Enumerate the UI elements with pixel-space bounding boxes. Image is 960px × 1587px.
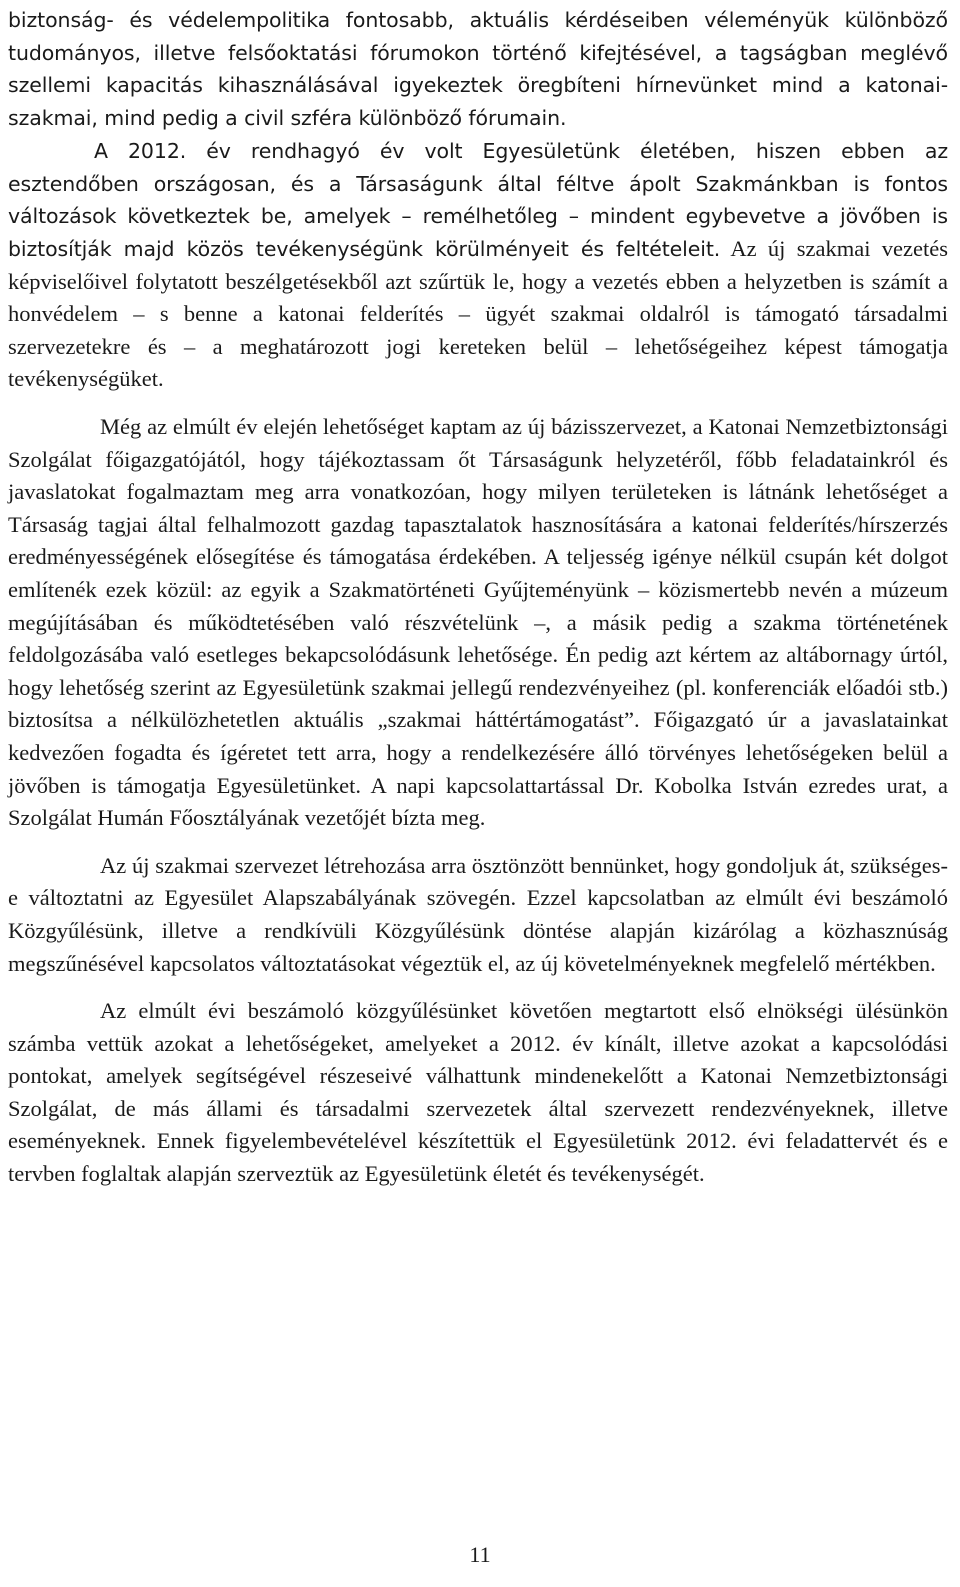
paragraph-2-rest: Az új szakmai vezetés képviselőivel folytatott beszélgetésekből azt szűrtük le, hogy a vezetés ebben a helyzetben is számít a honvédelem – s benne a katonai felderítés – ügyét szakmai oldalról is támogató társadalmi szervezetekre és – a meghatározott jogi kereteken belül – lehetőségeihez képest támogatja tevékenységüket. xyxy=(8,235,948,392)
paragraph-5: Az elmúlt évi beszámoló közgyűlésünket követően megtartott első elnökségi ülésünkön számba vettük azokat a lehetőségeket, amelyeket a 2012. év kínált, illetve azokat a kapcsolódási pontokat, amelyek segítségével részeseivé válhattunk mindenekelőtt a Katonai Nemzetbiztonsági Szolgálat, de más állami és társadalmi szervezetek által szervezett rendezvényeknek, illetve eseményeknek. Ennek figyelembevételével készítettük el Egyesületünk 2012. évi feladattervét és e tervben foglaltak alapján szerveztük az Egyesületünk életét és tevékenységét. xyxy=(8,998,948,1187)
paragraph-2-lead: A 2012. év rendhagyó év volt Egyesületünk életében, hiszen ebben az esztendőben országosan, és a Társaságunk által féltve ápolt Szakmánkban is fontos változások következtek be, amelyek – remélhetőleg – mindent egybevetve a jövőben is biztosítják majd közös tevékenységünk körülményeit és feltételeit. xyxy=(8,138,948,261)
page-number: 11 xyxy=(469,1542,491,1567)
paragraph-4: Az új szakmai szervezet létrehozása arra ösztönzött bennünket, hogy gondoljuk át, szükséges-e változtatni az Egyesület Alapszabályának szövegén. Ezzel kapcsolatban az elmúlt évi beszámoló Közgyűlésünk, illetve a rendkívüli Közgyűlésünk döntése alapján kizárólag a közhasznúság megszűnésével kapcsolatos változtatásokat végeztük el, az új követelményeknek megfelelő mértékben. xyxy=(8,852,948,976)
paragraph-1: biztonság- és védelempolitika fontosabb, aktuális kérdéseiben véleményük különböző tudományos, illetve felsőoktatási fórumokon történő kifejtésével, a tagságban meglévő szellemi kapacitás kihasználásával igyekeztek öregbíteni hírnevünket mind a katonai-szakmai, mind pedig a civil szféra különböző fórumain. xyxy=(8,8,948,131)
document-page xyxy=(8,4,948,1191)
paragraph-3: Még az elmúlt év elején lehetőséget kaptam az új bázisszervezet, a Katonai Nemzetbiztonsági Szolgálat főigazgatójától, hogy tájékoztassam őt Társaságunk helyzetéről, főbb feladatainkról és javaslatokat fogalmaztam meg arra vonatkozóan, hogy milyen területeken is látnánk lehetőséget a Társaság tagjai által felhalmozott gazdag tapasztalatok hasznosítására a katonai felderítés/hírszerzés eredményességének elősegítése és támogatása érdekében. A teljesség igénye nélkül csupán két dolgot említenék ezek közül: az egyik a Szakmatörténeti Gyűjteményünk – közismertebb nevén a múzeum megújításában és működtetésében való részvételünk –, a másik pedig a szakma történetének feldolgozásába való esetleges bekapcsolódásunk lehetősége. Én pedig azt kértem az altábornagy úrtól, hogy lehetőség szerint az Egyesületünk szakmai jellegű rendezvényeihez (pl. konferenciák előadói stb.) biztosítsa a nélkülözhetetlen aktuális „szakmai háttértámogatást”. Főigazgató úr a javaslatainkat kedvezően fogadta és ígéretet tett arra, hogy a rendelkezésére álló törvényes lehetőségeken belül a jövőben is támogatja Egyesületünket. A napi kapcsolattartással Dr. Kobolka István ezredes urat, a Szolgálat Humán Főosztályának vezetőjét bízta meg. xyxy=(8,414,948,831)
paragraph-2 xyxy=(8,135,948,396)
